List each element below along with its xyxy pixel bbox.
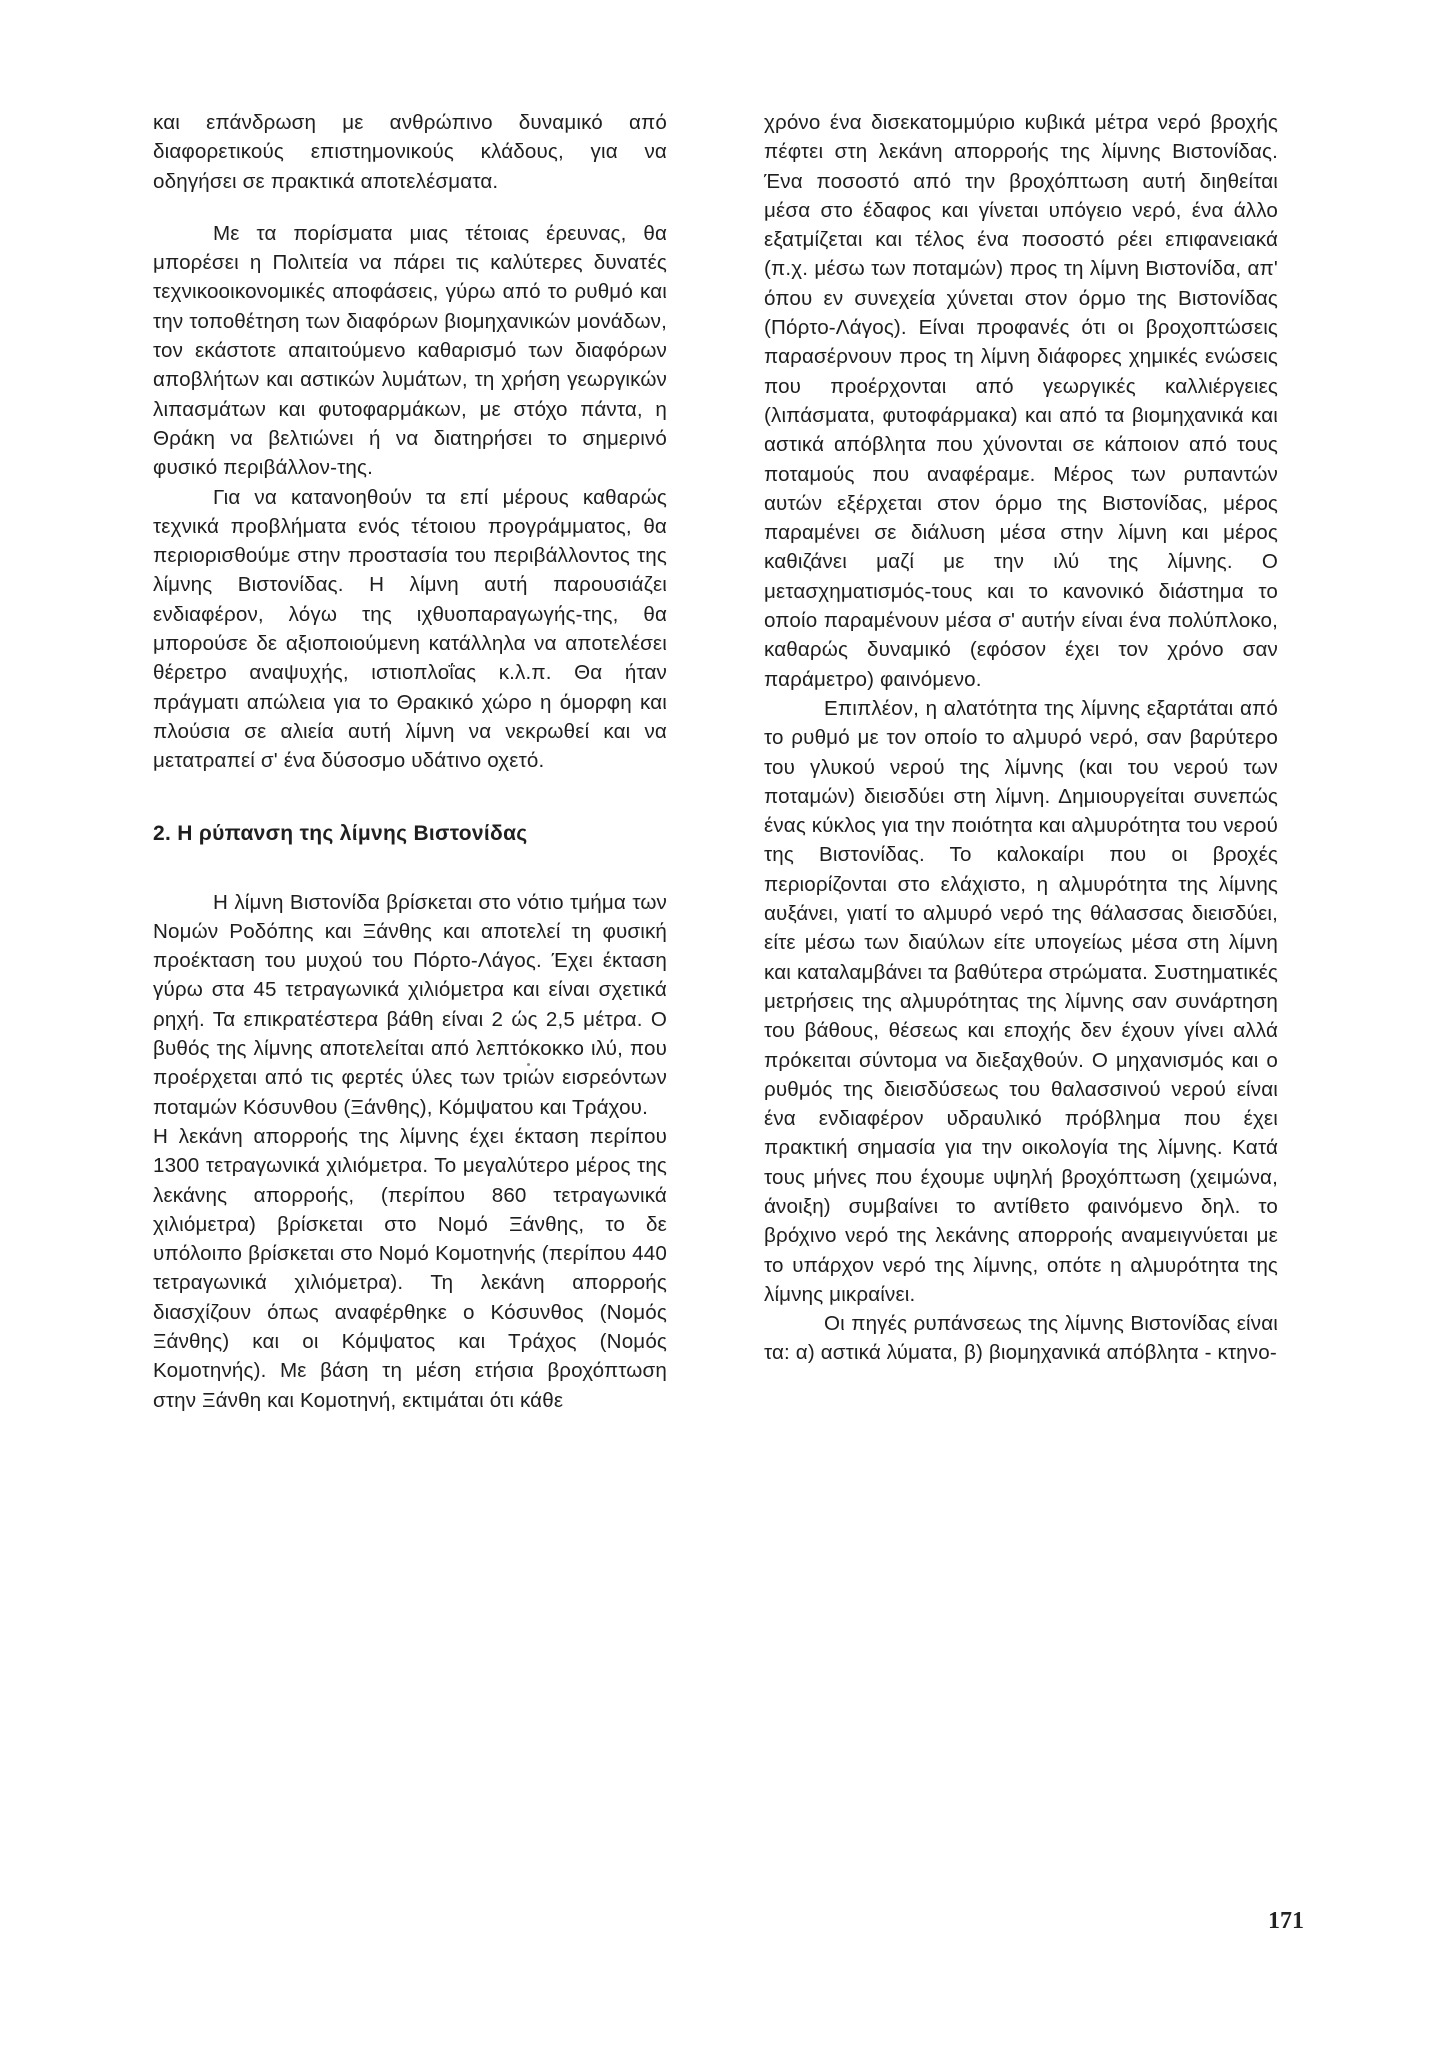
left-column	[153, 108, 667, 1415]
section-heading: 2. Η ρύπανση της λίμνης Βιστονίδας	[153, 821, 528, 845]
scan-speck	[527, 1063, 530, 1066]
paragraph: και επάνδρωση με ανθρώπινο δυναμικό από διαφορετικούς επιστημονικούς κλάδους, για να οδηγήσει σε πρακτικά αποτελέσματα.	[153, 111, 667, 193]
paragraph: Επιπλέον, η αλατότητα της λίμνης εξαρτάται από το ρυθμό με τον οποίο το αλμυρό νερό, σαν βαρύτερο του γλυκού νερού της λίμνης (και του νερού των ποταμών) διεισδύει στη λίμνη. Δημιουργείται συνεπώς ένας κύκλος για την ποιότητα και αλμυρότητα του νερού της Βιστονίδας. Το καλοκαίρι που οι βροχές περιορίζονται στο ελάχιστο, η αλμυρότητα της λίμνης αυξάνει, γιατί το αλμυρό νερό της θάλασσας διεισδύει, είτε μέσω των διαύλων είτε υπογείως μέσα στη λίμνη και καταλαμβάνει τα βαθύτερα στρώματα. Συστηματικές μετρήσεις της αλμυρότητας της λίμνης σαν συνάρτηση του βάθους, θέσεως και εποχής δεν έχουν γίνει αλλά πρόκειται σύντομα να διεξαχθούν. Ο μηχανισμός και ο ρυθμός της διεισδύσεως του θαλασσινού νερού είναι ένα ενδιαφέρον υδραυλικό πρόβλημα που έχει πρακτική σημασία για την οικολογία της λίμνης. Κατά τους μήνες που έχουμε υψηλή βροχόπτωση (χειμώνα, άνοιξη) συμβαίνει το αντίθετο φαινόμενο δηλ. το βρόχινο νερό της λεκάνης απορροής αναμειγνύεται με το υπάρχον νερό της λίμνης, οπότε η αλμυρότητα της λίμνης μικραίνει.	[764, 696, 1278, 1306]
page-number: 171	[1268, 1908, 1304, 1934]
paragraph: Με τα πορίσματα μιας τέτοιας έρευνας, θα μπορέσει η Πολιτεία να πάρει τις καλύτερες δυνατές τεχνικοοικονομικές αποφάσεις, γύρω από το ρυθμό και την τοποθέτηση των διαφόρων βιομηχανικών μονάδων, τον εκάστοτε απαιτούμενο καθαρισμό των διαφόρων αποβλήτων και αστικών λυμάτων, τη χρήση γεωργικών λιπασμάτων και φυτοφαρμάκων, με στόχο πάντα, η Θράκη να βελτιώνει ή να διατηρήσει το σημερινό φυσικό περιβάλλον-της.	[153, 221, 667, 480]
right-column	[764, 108, 1278, 1368]
paragraph: Η λίμνη Βιστονίδα βρίσκεται στο νότιο τμήμα των Νομών Ροδόπης και Ξάνθης και αποτελεί τη φυσική προέκταση του μυχού του Πόρτο-Λάγος. Έχει έκταση γύρω στα 45 τετραγωνικά χιλιόμετρα και είναι σχετικά ρηχή. Τα επικρατέστερα βάθη είναι 2 ώς 2,5 μέτρα. Ο βυθός της λίμνης αποτελείται από λεπτόκοκκο ιλύ, που προέρχεται από τις φερτές ύλες των τριών εισρεόντων ποταμών Κόσυνθου (Ξάνθης), Κόμψατου και Τράχου.	[153, 890, 667, 1119]
paragraph: χρόνο ένα δισεκατομμύριο κυβικά μέτρα νερό βροχής πέφτει στη λεκάνη απορροής της λίμνης Βιστονίδας. Ένα ποσοστό από την βροχόπτωση αυτή διηθείται μέσα στο έδαφος και γίνεται υπόγειο νερό, ένα άλλο εξατμίζεται και τέλος ένα ποσοστό ρέει επιφανειακά (π.χ. μέσω των ποταμών) προς τη λίμνη Βιστονίδα, απ' όπου εν συνεχεία χύνεται στον όρμο της Βιστονίδας (Πόρτο-Λάγος). Είναι προφανές ότι οι βροχοπτώσεις παρασέρνουν προς τη λίμνη διάφορες χημικές ενώσεις που προέρχονται από γεωργικές καλλιέργειες (λιπάσματα, φυτοφάρμακα) και από τα βιομηχανικά και αστικά απόβλητα που χύνονται σε κάποιον από τους ποταμούς που αναφέραμε. Μέρος των ρυπαντών αυτών εξέρχεται στον όρμο της Βιστονίδας, μέρος παραμένει σε διάλυση μέσα στην λίμνη και μέρος καθιζάνει μαζί με την ιλύ της λίμνης. Ο μετασχηματισμός-τους και το κανονικό διάστημα το οποίο παραμένουν μέσα σ' αυτήν είναι ένα πολύπλοκο, καθαρώς δυναμικό (εφόσον έχει τον χρόνο σαν παράμετρο) φαινόμενο.	[764, 111, 1278, 691]
paragraph: Οι πηγές ρυπάνσεως της λίμνης Βιστονίδας είναι τα: α) αστικά λύματα, β) βιομηχανικά απόβλητα - κτηνο-	[764, 1312, 1278, 1365]
paragraph: Η λεκάνη απορροής της λίμνης έχει έκταση περίπου 1300 τετραγωνικά χιλιόμετρα. Το μεγαλύτερο μέρος της λεκάνης απορροής, (περίπου 860 τετραγωνικά χιλιόμετρα) βρίσκεται στο Νομό Ξάνθης, το δε υπόλοιπο βρίσκεται στο Νομό Κομοτηνής (περίπου 440 τετραγωνικά χιλιόμετρα). Τη λεκάνη απορροής διασχίζουν όπως αναφέρθηκε ο Κόσυνθος (Νομός Ξάνθης) και οι Κόμψατος και Τράχος (Νομός Κομοτηνής). Με βάση τη μέση ετήσια βροχόπτωση στην Ξάνθη και Κομοτηνή, εκτιμάται ότι κάθε	[153, 1124, 667, 1412]
paragraph: Για να κατανοηθούν τα επί μέρους καθαρώς τεχνικά προβλήματα ενός τέτοιου προγράμματος, θα περιορισθούμε στην προστασία του περιβάλλοντος της λίμνης Βιστονίδας. Η λίμνη αυτή παρουσιάζει ενδιαφέρον, λόγω της ιχθυοπαραγωγής-της, θα μπορούσε δε αξιοποιούμενη κατάλληλα να αποτελέσει θέρετρο αναψυχής, ιστιοπλοΐας κ.λ.π. Θα ήταν πράγματι απώλεια για το Θρακικό χώρο η όμορφη και πλούσια σε αλιεία αυτή λίμνη να νεκρωθεί και να μετατραπεί σ' ένα δύσοσμο υδάτινο οχετό.	[153, 485, 667, 773]
